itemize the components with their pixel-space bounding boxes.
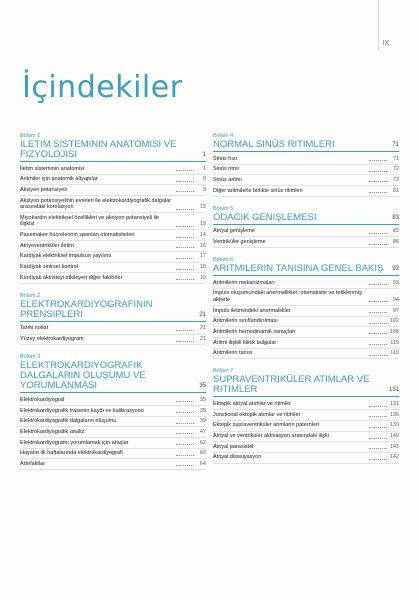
chapter-page: 131 <box>388 387 399 394</box>
chapter-title-row[interactable] <box>213 375 399 397</box>
toc-section <box>213 368 399 463</box>
entry-title: Aksiyon potansiyelinin evreleri ile elektrokardiyografik dalgalar arasındaki korelasyon <box>20 197 172 211</box>
dot-leader <box>176 423 194 424</box>
entry-page: 35 <box>199 396 206 403</box>
entry-page: 63 <box>199 450 206 457</box>
entry-title: Sinüs hızı <box>213 155 238 162</box>
dot-leader <box>369 284 387 285</box>
toc-entry[interactable] <box>213 289 399 306</box>
dot-leader <box>176 181 194 182</box>
dot-leader <box>176 341 194 342</box>
entry-title: Ventriküler genişleme <box>213 239 266 246</box>
toc-entry[interactable] <box>20 335 206 346</box>
toc-entry[interactable] <box>213 154 399 165</box>
chapter-page: 71 <box>392 142 399 148</box>
toc-entry[interactable] <box>213 432 399 443</box>
dot-leader <box>369 160 387 161</box>
chapter-title: ODACIK GENIŞLEMESI <box>213 211 317 223</box>
entry-page: 1 <box>202 165 206 172</box>
dot-leader <box>176 330 194 331</box>
dot-leader <box>176 209 194 210</box>
entry-page: 94 <box>392 296 399 303</box>
entry-page: 64 <box>199 460 206 467</box>
toc-column-right <box>213 133 399 473</box>
dot-leader <box>176 226 194 227</box>
entry-page: 97 <box>392 307 399 314</box>
toc-entry[interactable] <box>213 278 399 289</box>
toc-entry[interactable] <box>20 213 206 230</box>
toc-entry[interactable] <box>20 263 206 274</box>
toc-column-left <box>20 133 206 479</box>
toc-entry[interactable] <box>213 237 399 248</box>
toc-entry[interactable] <box>20 438 206 449</box>
dot-leader <box>369 427 387 428</box>
entry-page: 83 <box>392 228 399 235</box>
dot-leader <box>369 301 387 302</box>
chapter-number: Bölüm 1 <box>20 133 41 139</box>
entry-title: Kardiyak sinirsel kontrol <box>20 264 79 271</box>
chapter-number: Bölüm 4 <box>213 133 234 139</box>
entry-page: 71 <box>392 155 399 162</box>
entry-page: 21 <box>199 336 206 343</box>
entry-page: 62 <box>199 439 206 446</box>
chapter-page: 21 <box>199 311 206 318</box>
dot-leader <box>176 247 194 248</box>
chapter-title: SUPRAVENTRIKÜLER ATIMLAR VE RITIMLER <box>213 374 370 396</box>
entry-page: 72 <box>392 166 399 173</box>
entry-page: 86 <box>392 239 399 246</box>
dot-leader <box>176 465 194 466</box>
toc-section <box>213 257 399 359</box>
entry-page: 102 <box>389 318 399 325</box>
dot-leader <box>176 279 194 280</box>
entry-title: Yüzey elektrokardiyogram <box>20 336 84 343</box>
entry-title: Kardiyak aktiviteyi etkileyen diğer faktörler <box>20 274 123 281</box>
dot-leader <box>369 355 387 356</box>
toc-entry[interactable] <box>213 317 399 328</box>
entry-title: Atriyal ve ventriküler aktivasyon arasındaki ilişki <box>213 433 329 440</box>
entry-page: 13 <box>199 221 206 228</box>
toc-entry[interactable] <box>20 196 206 213</box>
chapter-page: 35 <box>199 383 206 390</box>
entry-page: 8 <box>202 176 206 183</box>
entry-page: 119 <box>390 339 399 346</box>
toc-entry[interactable] <box>20 185 206 196</box>
entry-title: Artefaktlar <box>20 460 46 467</box>
toc-entry[interactable] <box>213 227 399 238</box>
entry-page: 72 <box>392 176 399 183</box>
entry-page: 93 <box>392 279 399 286</box>
entry-page: 140 <box>389 433 399 440</box>
dot-leader <box>176 237 194 238</box>
chapter-title-row[interactable] <box>20 361 206 393</box>
toc-section <box>20 354 206 470</box>
page-title: İçindekiler <box>22 70 183 105</box>
chapter-title-row[interactable] <box>213 140 399 152</box>
dot-leader <box>369 406 387 407</box>
entry-title: Atriyoventriküler iletim <box>20 242 74 249</box>
chapter-number: Bölüm 3 <box>20 354 41 361</box>
dot-leader <box>369 459 387 460</box>
dot-leader <box>369 312 387 313</box>
toc-entry[interactable] <box>20 406 206 417</box>
chapter-number: Bölüm 2 <box>20 292 41 299</box>
chapter-title: ARITMILERIN TANISINA GENEL BAKIŞ <box>213 263 384 275</box>
dot-leader <box>369 333 387 334</box>
entry-title: Aksiyon potansiyeli <box>20 186 67 193</box>
dot-leader <box>369 192 387 193</box>
toc-section <box>213 133 399 197</box>
entry-page: 119 <box>390 350 399 357</box>
entry-title: İletim sisteminin anatomisi <box>20 165 85 172</box>
dot-leader <box>369 244 387 245</box>
entry-page: 17 <box>199 253 206 260</box>
toc-entry[interactable] <box>20 459 206 470</box>
toc-entry[interactable] <box>213 453 399 464</box>
entry-page: 14 <box>199 232 206 239</box>
entry-title: Junctional ektopik atımlar ve ritimler <box>213 411 301 418</box>
entry-title: Pacemaker hücrelerinin spontan otomatisiteleri <box>20 232 135 239</box>
toc-entry[interactable] <box>20 175 206 186</box>
entry-title: Hayatın ilk haftalarında elektrokardiyografi <box>20 450 123 457</box>
dot-leader <box>176 401 194 402</box>
page-number: IX <box>382 40 389 47</box>
toc-entry[interactable] <box>20 241 206 252</box>
entry-title: İmpuls oluşumundaki anormallikler: otomatisite ve tetiklenmiş aktivite <box>213 290 362 303</box>
entry-page: 81 <box>392 187 399 194</box>
chapter-number: Bölüm 6 <box>213 257 234 264</box>
dot-leader <box>369 416 387 417</box>
entry-title: Aritmilerin tanısı <box>213 350 253 357</box>
toc-entry[interactable] <box>20 273 206 284</box>
chapter-number: Bölüm 5 <box>213 205 234 212</box>
entry-page: 18 <box>199 264 206 271</box>
entry-title: Sinüs ritmi <box>213 166 239 173</box>
toc-entry[interactable] <box>213 165 399 176</box>
entry-title: Ektopik supraventriküler atımların paternleri <box>213 422 320 429</box>
chapter-title-row[interactable] <box>20 140 206 162</box>
entry-title: Tarihi notlar <box>20 325 49 332</box>
toc-entry[interactable] <box>20 427 206 438</box>
chapter-title: İLETIM SISTEMININ ANATOMISI VE FIZYOLOJISI <box>20 139 177 160</box>
entry-page: 9 <box>202 186 206 193</box>
toc-entry[interactable] <box>20 252 206 263</box>
entry-title: Aritmi ilişkili klinik bulgular <box>213 339 277 346</box>
toc-section <box>20 133 206 284</box>
entry-page: 105 <box>389 328 399 335</box>
entry-page: 39 <box>199 418 206 425</box>
entry-title: Diğer aritmilerle birlikte sinüs ritimleri <box>213 187 303 194</box>
toc-entry[interactable] <box>20 417 206 428</box>
dot-leader <box>369 181 387 182</box>
toc-entry[interactable] <box>213 421 399 432</box>
entry-title: Atriyal disosiyasyon <box>213 454 262 461</box>
dot-leader <box>369 323 387 324</box>
chapter-page: 1 <box>202 152 206 158</box>
page-header-rule <box>378 0 379 50</box>
chapter-title-row[interactable] <box>213 213 399 225</box>
entry-page: 139 <box>389 422 399 429</box>
dot-leader <box>176 412 194 413</box>
dot-leader <box>176 258 194 259</box>
entry-title: Atriyal parasistol <box>213 443 254 450</box>
entry-title: Atriyal genişleme <box>213 228 255 235</box>
entry-page: 16 <box>199 242 206 249</box>
entry-title: Elektrokardiyogramı yorumlamak için araçlar <box>20 439 129 446</box>
entry-title: Elektrokardiyograf <box>20 396 65 403</box>
entry-title: Aritmilerin sınıflandırılması <box>213 318 278 325</box>
toc-entry[interactable] <box>213 410 399 421</box>
toc-entry[interactable] <box>213 338 399 349</box>
chapter-title-row[interactable] <box>213 264 399 276</box>
entry-title: Miyokardın elektriksel özellikleri ve aksiyon potansiyeli ile ilişkisi <box>20 214 160 228</box>
toc-section <box>213 206 399 248</box>
entry-title: Aritmilerin mekanizmaları <box>213 279 275 286</box>
toc-section <box>20 293 206 345</box>
chapter-title: ELEKTROKARDIYOGRAFIK DALGALARIN OLUŞUMU VE YORUMLANMASI <box>20 360 146 392</box>
toc-entry[interactable] <box>20 230 206 241</box>
entry-page: 131 <box>389 401 399 408</box>
toc-entry[interactable] <box>20 324 206 335</box>
entry-page: 47 <box>199 428 206 435</box>
entry-page: 135 <box>389 411 399 418</box>
chapter-title-row[interactable] <box>20 300 206 322</box>
entry-page: 19 <box>199 274 206 281</box>
dot-leader <box>176 433 194 434</box>
chapter-title: NORMAL SINÜS RITIMLERI <box>213 139 335 150</box>
dot-leader <box>176 269 194 270</box>
chapter-page: 93 <box>392 266 399 273</box>
entry-title: Aritmilerin hemodinamik sonuçları <box>213 328 296 335</box>
toc-entry[interactable] <box>213 399 399 410</box>
toc-entry[interactable] <box>213 442 399 453</box>
toc-entry[interactable] <box>20 395 206 406</box>
entry-page: 142 <box>389 454 399 461</box>
chapter-title: ELEKTROKARDIYOGRAFININ PRENSIPLERI <box>20 298 153 320</box>
entry-title: Sinüs aritmi <box>213 176 242 183</box>
dot-leader <box>176 444 194 445</box>
dot-leader <box>369 438 387 439</box>
entry-title: Aritmiler için anatomik altyapılar <box>20 176 98 183</box>
dot-leader <box>369 171 387 172</box>
entry-title: Elektrokardiyografik trasenin kaydı ve kalibrasyonu <box>20 407 144 414</box>
entry-page: 21 <box>199 325 206 332</box>
entry-title: İmpuls iletimindeki anormallikler <box>213 307 291 314</box>
entry-page: 141 <box>389 443 399 450</box>
dot-leader <box>369 344 387 345</box>
toc-entry[interactable] <box>213 186 399 197</box>
entry-page: 12 <box>199 204 206 211</box>
dot-leader <box>369 448 387 449</box>
entry-title: Kardiyak elektriksel impulsun yayılımı <box>20 253 112 260</box>
toc-entry[interactable] <box>213 327 399 338</box>
entry-page: 35 <box>199 407 206 414</box>
toc-entry[interactable] <box>20 164 206 175</box>
toc-entry[interactable] <box>20 449 206 460</box>
dot-leader <box>176 191 194 192</box>
entry-title: Elektrokardiyografik dalgaların oluşumu <box>20 418 117 425</box>
dot-leader <box>176 455 194 456</box>
entry-title: Ektopik atriyal atımlar ve ritimler <box>213 401 291 408</box>
chapter-number: Bölüm 7 <box>213 368 234 375</box>
toc-entry[interactable] <box>213 349 399 360</box>
dot-leader <box>369 233 387 234</box>
chapter-page: 83 <box>392 214 399 221</box>
toc-entry[interactable] <box>213 306 399 317</box>
toc-entry[interactable] <box>213 175 399 186</box>
entry-title: Elektrokardiyografik analiz <box>20 428 85 435</box>
dot-leader <box>176 170 194 171</box>
